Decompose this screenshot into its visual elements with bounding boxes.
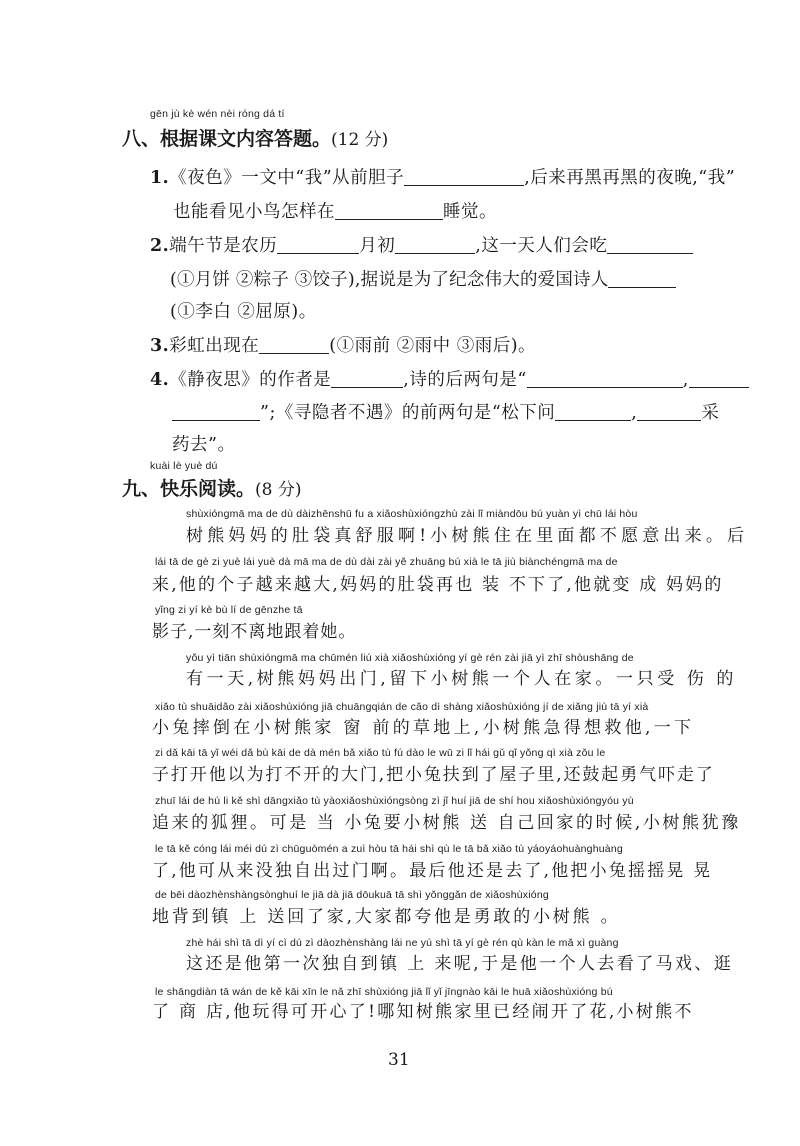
question-4-line-3	[172, 431, 235, 456]
answer-blank[interactable]	[608, 269, 676, 288]
question-3-text-a: 彩虹出现在	[169, 336, 260, 356]
question-2-line-1	[150, 232, 693, 257]
question-4-text-f: 采	[701, 403, 720, 423]
question-2-text-e: (①李白 ②屈原)。	[170, 302, 317, 322]
question-4-text-c: ,	[682, 370, 689, 390]
reading-line: 小兔摔倒在小树熊家 窗 前的草地上,小树熊急得想救他,一下	[152, 718, 695, 738]
reading-pinyin: zhuī lái de hú li kě shì dāngxiǎo tù yàoxiǎoshùxióngsòng zì jǐ huí jiā de shí hou xiǎoshùxióngyóu yù	[155, 795, 634, 807]
question-3-text-b: (①雨前 ②雨中 ③雨后)。	[329, 336, 537, 356]
question-1-text-c: 也能看见小鸟怎样在	[173, 202, 335, 222]
answer-blank[interactable]	[607, 235, 693, 254]
section-8-pinyin: gēn jù kè wén nèi róng dá tí	[150, 108, 285, 120]
page-number: 31	[388, 1050, 410, 1070]
reading-line: 来,他的个子越来越大,妈妈的肚袋再也 装 不下了,他就变 成 妈妈的	[152, 575, 724, 595]
question-1-text-b: ,后来再黑再黑的夜晚,“我”	[524, 168, 736, 188]
reading-pinyin: lái tā de gè zi yuè lái yuè dà mā ma de dù dài zài yě zhuāng bú xià le tā jiù biànchéngmā ma de	[155, 556, 618, 568]
reading-line: 这还是他第一次独自到镇 上 来呢,于是他一个人去看了马戏、逛	[186, 954, 734, 974]
question-2-text-d: (①月饼 ②粽子 ③饺子),据说是为了纪念伟大的爱国诗人	[170, 270, 609, 290]
question-4-number: 4.	[150, 370, 170, 390]
answer-blank[interactable]	[404, 167, 524, 186]
reading-line: 追来的狐狸。可是 当 小兔要小树熊 送 自己回家的时候,小树熊犹豫	[152, 813, 741, 833]
section-8-score: (12 分)	[331, 130, 389, 150]
reading-line: 子打开他以为打不开的大门,把小兔扶到了屋子里,还鼓起勇气吓走了	[152, 765, 715, 785]
answer-blank[interactable]	[172, 402, 260, 421]
question-2-line-2	[170, 266, 676, 291]
section-9-score: (8 分)	[255, 480, 302, 500]
answer-blank[interactable]	[335, 201, 443, 220]
section-8-title-text: 八、根据课文内容答题。	[122, 128, 332, 150]
answer-blank[interactable]	[637, 402, 701, 421]
question-4-text-g: 药去”。	[172, 435, 236, 455]
reading-pinyin: le shāngdiàn tā wán de kě kāi xīn le nǎ zhī shùxióng jiā lǐ yǐ jīngnào kāi le huā xiǎoshùxióng bú	[155, 986, 613, 998]
question-4-text-d: ”;《寻隐者不遇》的前两句是“松下问	[260, 403, 556, 423]
question-1-number: 1.	[150, 168, 170, 188]
reading-pinyin: shùxióngmā ma de dù dàizhēnshū fu a xiǎoshùxióngzhù zài lǐ miàndōu bú yuàn yì chū lái hòu	[186, 508, 638, 520]
question-4-line-2	[172, 399, 719, 424]
reading-pinyin: de bēi dàozhènshàngsònghuí le jiā dà jiā dōukuā tā shì yǒnggǎn de xiǎoshùxióng	[155, 889, 549, 901]
question-2-text-a: 端午节是农历	[169, 236, 278, 256]
question-4-text-a: 《静夜思》的作者是	[169, 370, 332, 390]
reading-pinyin: yǐng zi yí kè bù lí de gēnzhe tā	[155, 604, 303, 616]
reading-line: 影子,一刻不离地跟着她。	[152, 622, 357, 642]
question-2-text-b: 月初	[359, 236, 396, 256]
reading-pinyin: yǒu yì tiān shùxióngmā ma chūmén liú xià xiǎoshùxióng yí gè rén zài jiā yì zhī shòushāng de	[186, 652, 634, 664]
answer-blank[interactable]	[527, 369, 683, 388]
answer-blank[interactable]	[689, 369, 749, 388]
question-2-text-c: ,这一天人们会吃	[475, 236, 608, 256]
question-2-line-3	[170, 298, 317, 323]
question-4-line-1	[150, 366, 749, 391]
section-9-title	[122, 474, 302, 501]
question-4-text-b: ,诗的后两句是“	[403, 370, 527, 390]
answer-blank[interactable]	[395, 235, 475, 254]
question-4-text-e: ,	[631, 403, 638, 423]
answer-blank[interactable]	[331, 369, 403, 388]
reading-pinyin: le tā kě cóng lái méi dú zì chūguòmén a zuì hòu tā hái shì qù le tā bǎ xiǎo tù yáoyáohuànghuàng	[155, 843, 623, 855]
reading-line: 了 商 店,他玩得可开心了!哪知树熊家里已经闹开了花,小树熊不	[152, 1002, 694, 1022]
question-1-line-2	[173, 198, 497, 223]
question-2-number: 2.	[150, 236, 170, 256]
section-9-title-text: 九、快乐阅读。	[122, 478, 256, 500]
reading-pinyin: xiǎo tù shuāidǎo zài xiǎoshùxióng jiā chuāngqián de cǎo dì shàng xiǎoshùxióng jí de xiǎng jiù tā yí xià	[155, 701, 649, 713]
question-3-number: 3.	[150, 336, 170, 356]
answer-blank[interactable]	[555, 402, 631, 421]
question-3	[150, 332, 536, 357]
answer-blank[interactable]	[259, 335, 329, 354]
section-9-pinyin: kuài lè yuè dú	[150, 460, 218, 472]
question-1-text-d: 睡觉。	[443, 202, 497, 222]
reading-line: 了,他可从来没独自出过门啊。最后他还是去了,他把小兔摇摇晃 晃	[152, 861, 713, 881]
question-1-text-a: 《夜色》一文中“我”从前胆子	[169, 168, 405, 188]
question-1-line-1	[150, 164, 735, 189]
reading-line: 树熊妈妈的肚袋真舒服啊!小树熊住在里面都不愿意出来。后	[186, 526, 749, 546]
answer-blank[interactable]	[277, 235, 359, 254]
reading-line: 地背到镇 上 送回了家,大家都夸他是勇敢的小树熊 。	[152, 907, 621, 927]
reading-line: 有一天,树熊妈妈出门,留下小树熊一个人在家。一只受 伤 的	[186, 669, 738, 689]
section-8-title	[122, 124, 388, 151]
reading-pinyin: zhè hái shì tā dì yí cì dú zì dàozhènshàng lái ne yú shì tā yí gè rén qù kàn le mǎ xì guàng	[186, 937, 619, 949]
reading-pinyin: zi dǎ kāi tā yǐ wéi dǎ bù kāi de dà mén bǎ xiǎo tù fú dào le wū zi lǐ hái gǔ qǐ yǒng qì xià zǒu le	[155, 747, 606, 759]
